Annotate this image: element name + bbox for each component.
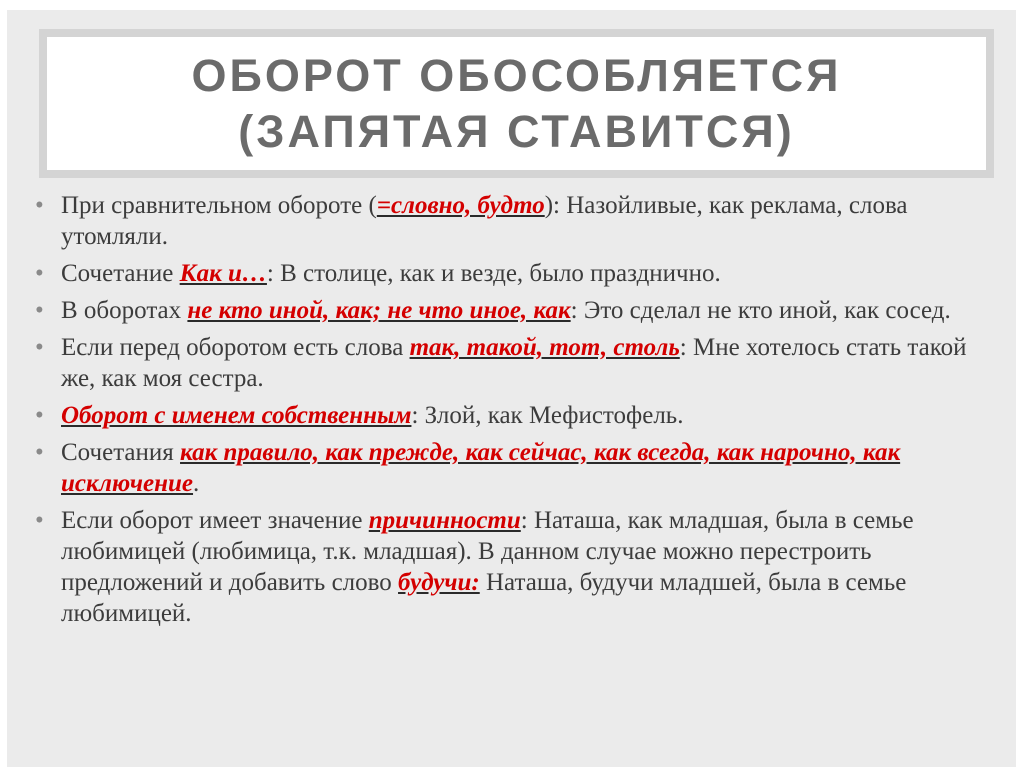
bullet-dot: • — [35, 439, 44, 466]
bullet-text: При сравнительном обороте ( — [61, 192, 377, 219]
bullet-text: Сочетания — [61, 439, 181, 466]
bullet-text: : Наташа, как младшая, была в семье любимицей (любимица, т.к. младшая). В данном случае можно перестроить предложений и добавить слово — [61, 507, 914, 596]
title-line-2: (ЗАПЯТАЯ СТАВИТСЯ) — [238, 105, 795, 157]
bullet-tak-takoy — [35, 332, 1000, 394]
bullet-highlight-2: будучи: — [398, 569, 480, 596]
bullet-dot: • — [35, 334, 44, 361]
bullet-ne-kto-inoy — [35, 295, 1000, 326]
bullet-highlight: так, такой, тот, столь — [409, 334, 680, 361]
bullet-highlight: Как и… — [179, 260, 267, 287]
bullet-text: Если оборот имеет значение — [61, 507, 369, 534]
bullet-text: : Это сделал не кто иной, как сосед. — [570, 297, 951, 324]
bullet-highlight: Оборот с именем собственным — [61, 402, 412, 429]
bullet-causality — [35, 505, 1000, 629]
bullet-text: ): Назойливые, как реклама, слова утомляли. — [61, 192, 908, 250]
bullet-text: . — [193, 470, 200, 497]
title-box — [39, 29, 994, 178]
bullet-text: : Мне хотелось стать такой же, как моя сестра. — [61, 334, 967, 392]
bullet-dot: • — [35, 192, 44, 219]
bullet-text: В оборотах — [61, 297, 188, 324]
bullet-comparative-turnover — [35, 190, 1000, 252]
bullet-text: Если перед оборотом есть слова — [61, 334, 410, 361]
bullet-kak-i — [35, 258, 1000, 289]
bullet-highlight: не кто иной, как; не что иное, как — [187, 297, 571, 324]
bullet-text: Сочетание — [61, 260, 180, 287]
bullet-dot: • — [35, 507, 44, 534]
bullet-text: : В столице, как и везде, было празднично. — [266, 260, 721, 287]
bullet-text: : Злой, как Мефистофель. — [411, 402, 684, 429]
bullet-dot: • — [35, 297, 44, 324]
bullet-list — [35, 190, 1000, 635]
bullet-kak-pravilo — [35, 437, 1000, 499]
bullet-highlight: =словно, будто — [376, 192, 545, 219]
bullet-dot: • — [35, 260, 44, 287]
bullet-dot: • — [35, 402, 44, 429]
bullet-highlight: как правило, как прежде, как сейчас, как всегда, как нарочно, как исключение — [61, 439, 901, 497]
slide — [7, 10, 1016, 767]
title-line-1: ОБОРОТ ОБОСОБЛЯЕТСЯ — [191, 49, 842, 101]
bullet-proper-name — [35, 400, 1000, 431]
bullet-highlight: причинности — [368, 507, 521, 534]
bullet-text: Наташа, будучи младшей, была в семье любимицей. — [61, 569, 907, 627]
